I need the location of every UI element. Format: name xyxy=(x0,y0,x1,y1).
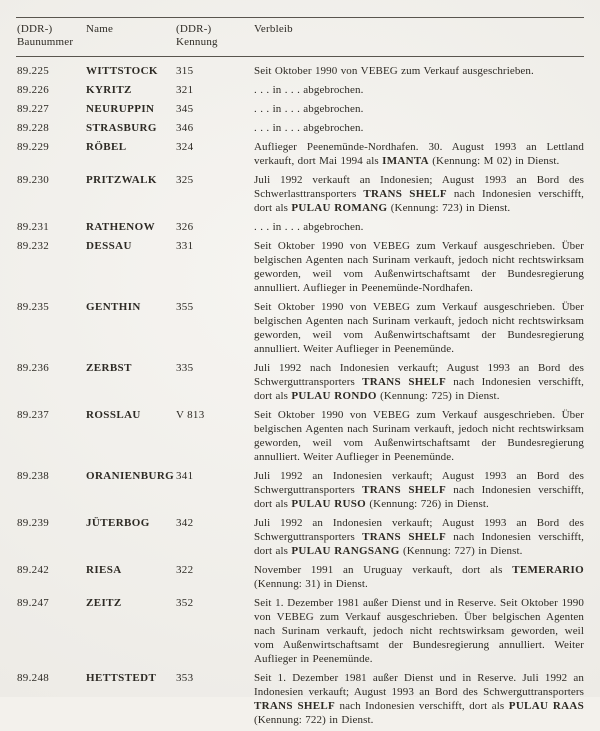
ship-name-emphasis: PULAU RUSO xyxy=(291,498,367,510)
kennung-cell: 326 xyxy=(176,221,194,233)
verbleib-cell xyxy=(253,563,584,591)
baunummer-cell: 89.247 xyxy=(17,597,50,609)
table-top-rule xyxy=(16,17,584,18)
table-header-rule xyxy=(16,56,584,57)
verbleib-cell xyxy=(253,596,584,666)
ship-name-emphasis: TRANS SHELF xyxy=(254,700,336,712)
ship-name-cell: NEURUPPIN xyxy=(86,103,155,115)
ship-name-cell: RIESA xyxy=(86,564,122,576)
baunummer-cell: 89.229 xyxy=(17,141,50,153)
verbleib-text: November 1991 an Uruguay verkauft, dort als xyxy=(254,564,513,576)
ship-name-emphasis: TRANS SHELF xyxy=(362,484,446,496)
baunummer-cell: 89.232 xyxy=(17,240,50,252)
column-header-baunummer-line1: (DDR-) xyxy=(17,23,53,35)
column-header-name xyxy=(86,23,176,49)
column-header-kennung-line2: Kennung xyxy=(176,36,218,48)
kennung-cell: 335 xyxy=(176,362,194,374)
verbleib-text: Seit 1. Dezember 1981 außer Dienst und in Reserve. Seit Oktober 1990 von VEBEG zum Verkauf ausgeschrieben. Über belgischen Agenten nach Surinam verkauft, jedoch nicht rechtswirksam geworden, weil vom Außenwirtschaftsamt der Bundesregierung annulliert. Weiter Auflieger in Peenemünde. xyxy=(254,597,584,665)
baunummer-cell: 89.227 xyxy=(17,103,50,115)
verbleib-cell xyxy=(253,469,584,511)
baunummer-cell: 89.228 xyxy=(17,122,50,134)
verbleib-text: (Kennung: 722) in Dienst. xyxy=(254,714,374,726)
verbleib-text: Juli 1992 an Indonesien verkauft; August 1993 an Bord des Schwerguttransporters xyxy=(254,517,584,543)
verbleib-text: Juli 1992 nach Indonesien verkauft; August 1993 an Bord des Schwerguttransporters xyxy=(254,362,584,388)
kennung-cell: 322 xyxy=(176,564,194,576)
baunummer-cell: 89.235 xyxy=(17,301,50,313)
baunummer-cell: 89.236 xyxy=(17,362,50,374)
verbleib-text: (Kennung: 31) in Dienst. xyxy=(254,578,368,590)
kennung-cell: 331 xyxy=(176,240,194,252)
table-row xyxy=(16,82,584,98)
verbleib-cell xyxy=(253,300,584,356)
verbleib-cell xyxy=(253,408,584,464)
verbleib-text: nach Indonesien verschifft, dort als xyxy=(335,700,509,712)
kennung-cell: 324 xyxy=(176,141,194,153)
column-header-verbleib xyxy=(254,23,584,49)
table-body xyxy=(16,57,584,728)
kennung-cell: 315 xyxy=(176,65,194,77)
ship-name-cell: ZERBST xyxy=(86,362,132,374)
table-row xyxy=(16,670,584,728)
kennung-cell: 325 xyxy=(176,174,194,186)
baunummer-cell: 89.237 xyxy=(17,409,50,421)
table-row xyxy=(16,360,584,404)
verbleib-cell xyxy=(253,173,584,215)
ship-name-emphasis: PULAU ROMANG xyxy=(291,202,388,214)
verbleib-text: Seit Oktober 1990 von VEBEG zum Verkauf ausgeschrieben. Über belgischen Agenten nach Surinam verkauft, jedoch nicht rechtswirksam geworden, weil vom Außenwirtschaftsamt der Bundesregierung annulliert. Auflieger in Peenemünde-Nordhafen. xyxy=(254,240,584,294)
verbleib-text: Seit Oktober 1990 von VEBEG zum Verkauf ausgeschrieben. Über belgischen Agenten nach Surinam verkauft, jedoch nicht rechtswirksam geworden, weil vom Außenwirtschaftsamt der Bundesregierung annulliert. Weiter Auflieger in Peenemünde. xyxy=(254,409,584,463)
column-header-kennung xyxy=(176,23,254,49)
verbleib-text: Seit Oktober 1990 von VEBEG zum Verkauf ausgeschrieben. Über belgischen Agenten nach Surinam verkauft, jedoch nicht rechtswirksam geworden, weil vom Außenwirtschaftsamt der Bundesregierung annulliert. Weiter Auflieger in Peenemünde. xyxy=(254,301,584,355)
verbleib-text: nach Indonesien verschifft, dort als xyxy=(254,531,584,557)
kennung-cell: 321 xyxy=(176,84,194,96)
verbleib-text: . . . in . . . abgebrochen. xyxy=(254,84,364,96)
table-row xyxy=(16,238,584,296)
ship-name-emphasis: TEMERARIO xyxy=(512,564,584,576)
ship-name-cell: RATHENOW xyxy=(86,221,156,233)
verbleib-text: Juli 1992 an Indonesien verkauft; August 1993 an Bord des Schwerguttransporters xyxy=(254,470,584,496)
verbleib-text: Seit 1. Dezember 1981 außer Dienst und in Reserve. Juli 1992 an Indonesien verkauft; August 1993 an Bord des Schwerguttransporters xyxy=(254,672,584,698)
table-row xyxy=(16,468,584,512)
verbleib-text: (Kennung: 727) in Dienst. xyxy=(399,545,523,557)
verbleib-cell xyxy=(253,121,584,135)
kennung-cell: 352 xyxy=(176,597,194,609)
verbleib-text: nach Indonesien verschifft, dort als xyxy=(254,376,584,402)
table-row xyxy=(16,562,584,592)
verbleib-cell xyxy=(253,239,584,295)
column-header-baunummer-line2: Baunummer xyxy=(17,36,74,48)
table-row xyxy=(16,407,584,465)
verbleib-cell xyxy=(253,516,584,558)
table-row xyxy=(16,219,584,235)
verbleib-text: (Kennung: 726) in Dienst. xyxy=(366,498,489,510)
baunummer-cell: 89.242 xyxy=(17,564,50,576)
baunummer-cell: 89.238 xyxy=(17,470,50,482)
verbleib-text: nach Indonesien verschifft, dort als xyxy=(254,188,584,214)
column-header-kennung-line1: (DDR-) xyxy=(176,23,212,35)
ship-name-cell: ZEITZ xyxy=(86,597,122,609)
ship-name-emphasis: PULAU RONDO xyxy=(291,390,377,402)
verbleib-text: Auflieger Peenemünde-Nordhafen. 30. August 1993 an Lettland verkauft, dort Mai 1994 als xyxy=(254,141,584,167)
verbleib-text: . . . in . . . abgebrochen. xyxy=(254,103,364,115)
verbleib-text: . . . in . . . abgebrochen. xyxy=(254,122,364,134)
baunummer-cell: 89.230 xyxy=(17,174,50,186)
ship-name-cell: JÜTERBOG xyxy=(86,517,150,529)
verbleib-text: . . . in . . . abgebrochen. xyxy=(254,221,364,233)
ship-name-cell: KYRITZ xyxy=(86,84,132,96)
verbleib-cell xyxy=(253,83,584,97)
table-row xyxy=(16,299,584,357)
table-row xyxy=(16,120,584,136)
verbleib-cell xyxy=(253,220,584,234)
kennung-cell: 353 xyxy=(176,672,194,684)
baunummer-cell: 89.225 xyxy=(17,65,50,77)
baunummer-cell: 89.226 xyxy=(17,84,50,96)
table-row xyxy=(16,595,584,667)
kennung-cell: 355 xyxy=(176,301,194,313)
kennung-cell: 342 xyxy=(176,517,194,529)
verbleib-text: (Kennung: 723) in Dienst. xyxy=(387,202,511,214)
column-header-name-label: Name xyxy=(86,23,114,35)
ship-name-cell: STRASBURG xyxy=(86,122,157,134)
kennung-cell: 346 xyxy=(176,122,194,134)
verbleib-text: (Kennung: 725) in Dienst. xyxy=(376,390,500,402)
ship-name-cell: PRITZWALK xyxy=(86,174,157,186)
verbleib-cell xyxy=(253,361,584,403)
table-row xyxy=(16,63,584,79)
table-row xyxy=(16,515,584,559)
ship-name-cell: RÖBEL xyxy=(86,141,127,153)
ship-name-emphasis: PULAU RANGSANG xyxy=(291,545,400,557)
baunummer-cell: 89.248 xyxy=(17,672,50,684)
column-header-baunummer xyxy=(17,23,86,49)
table-header-row xyxy=(16,18,584,56)
ship-name-cell: ORANIENBURG xyxy=(86,470,175,482)
table-row xyxy=(16,101,584,117)
table-row xyxy=(16,139,584,169)
ship-name-emphasis: TRANS SHELF xyxy=(363,188,447,200)
ship-name-emphasis: IMANTA xyxy=(382,155,429,167)
verbleib-cell xyxy=(253,140,584,168)
ship-name-emphasis: PULAU RAAS xyxy=(508,700,585,712)
ship-name-cell: DESSAU xyxy=(86,240,132,252)
ship-registry-table xyxy=(16,17,584,731)
kennung-cell: V 813 xyxy=(176,409,205,421)
verbleib-cell xyxy=(253,64,584,78)
ship-name-cell: HETTSTEDT xyxy=(86,672,157,684)
ship-name-cell: WITTSTOCK xyxy=(86,65,158,77)
verbleib-cell xyxy=(253,102,584,116)
column-header-verbleib-label: Verbleib xyxy=(254,23,293,35)
baunummer-cell: 89.239 xyxy=(17,517,50,529)
verbleib-text: Seit Oktober 1990 von VEBEG zum Verkauf ausgeschrieben. xyxy=(254,65,534,77)
kennung-cell: 341 xyxy=(176,470,194,482)
kennung-cell: 345 xyxy=(176,103,194,115)
ship-name-emphasis: TRANS SHELF xyxy=(362,531,446,543)
ship-name-emphasis: TRANS SHELF xyxy=(362,376,446,388)
verbleib-text: (Kennung: M 02) in Dienst. xyxy=(428,155,560,167)
verbleib-text: Juli 1992 verkauft an Indonesien; August 1993 an Bord des Schwerlasttransporters xyxy=(254,174,584,200)
ship-name-cell: ROSSLAU xyxy=(86,409,141,421)
verbleib-text: nach Indonesien verschifft, dort als xyxy=(254,484,584,510)
table-row xyxy=(16,172,584,216)
baunummer-cell: 89.231 xyxy=(17,221,50,233)
ship-name-cell: GENTHIN xyxy=(86,301,141,313)
verbleib-cell xyxy=(253,671,584,727)
